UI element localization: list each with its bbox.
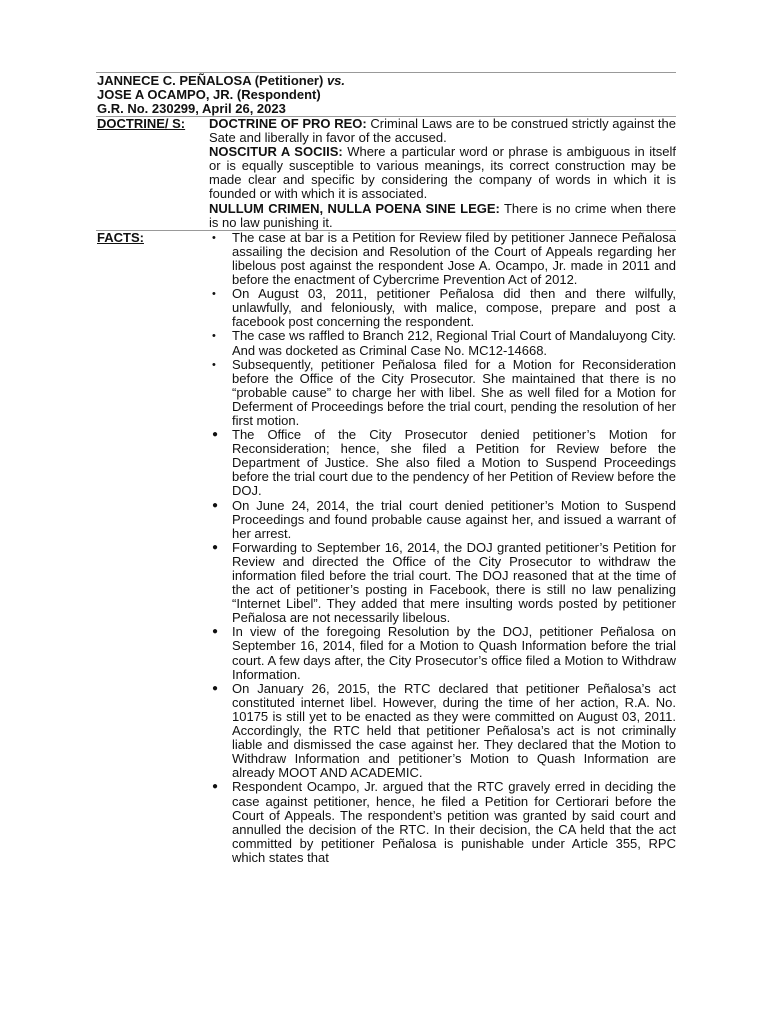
doctrine-item: NOSCITUR A SOCIIS: Where a particular word or phrase is ambiguous in itself or is equally susceptible to various meanings, its correct construction may be made clear and specific by considering the company of words in which it is founded or with which it is associated. <box>209 144 676 202</box>
bullet-icon: ● <box>212 682 219 694</box>
fact-item: • Subsequently, petitioner Peñalosa filed for a Motion for Reconsideration before the Office of the City Prosecutor. She maintained that there is no “probable cause” to charge her with libel. She as well filed for a Motion for Deferment of Proceedings before the trial court, pending the resolution of her first motion. <box>212 356 676 428</box>
case-parties-line1: JANNECE C. PEÑALOSA (Petitioner) vs. <box>97 73 346 88</box>
case-caption <box>96 73 676 116</box>
fact-item: • The case at bar is a Petition for Review filed by petitioner Jannece Peñalosa assailing the decision and Resolution of the Court of Appeals regarding her libelous post against the respondent Jose A. Ocampo, Jr. made in 2011 and before the enactment of Cybercrime Prevention Act of 2012. <box>212 229 676 288</box>
bullet-icon: ● <box>212 499 219 511</box>
fact-item: • On August 03, 2011, petitioner Peñalosa did then and there wilfully, unlawfully, and feloniously, with malice, compose, prepare and post a facebook post concerning the respondent. <box>212 286 676 330</box>
doctrines-body <box>209 117 676 231</box>
doctrines-row <box>96 117 676 231</box>
facts-label: FACTS: <box>96 230 209 865</box>
bullet-icon: • <box>212 288 216 301</box>
case-number: G.R. No. 230299, April 26, 2023 <box>97 101 286 116</box>
doctrine-item: DOCTRINE OF PRO REO: Criminal Laws are to be construed strictly against the Sate and liberally in favor of the accused. <box>209 116 676 146</box>
bullet-icon: • <box>212 231 216 244</box>
fact-item: ● Forwarding to September 16, 2014, the DOJ granted petitioner’s Petition for Review and directed the Office of the City Prosecutor to withdraw the information filed before the trial court. The DOJ reasoned that at the time of the act of petitioner’s posting in Facebook, there is still no law penalizing “Internet Libel”. They added that mere insulting words posted by petitioner Peñalosa are not necessarily libelous. <box>212 539 676 626</box>
fact-item: ● In view of the foregoing Resolution by the DOJ, petitioner Peñalosa on September 16, 2014, filed for a Motion to Quash Information before the trial court. A few days after, the City Prosecutor’s office filed a Motion to Withdraw Information. <box>212 624 676 682</box>
bullet-icon: ● <box>212 626 219 638</box>
bullet-icon: ● <box>212 781 219 793</box>
facts-body <box>209 230 676 865</box>
fact-item: ● On January 26, 2015, the RTC declared that petitioner Peñalosa’s act constituted internet libel. However, during the time of her action, R.A. No. 10175 is still yet to be enacted as they were committed on August 03, 2011. Accordingly, the RTC held that petitioner Peñalosa’s act is not criminally liable and dismissed the case against her. They declared that the Motion to Withdraw Information and petitioner’s Motion to Quash Information are already MOOT AND ACADEMIC. <box>212 680 676 781</box>
fact-item: ● The Office of the City Prosecutor denied petitioner’s Motion for Reconsideration; hence, she filed a Petition for Review before the Department of Justice. She also filed a Motion to Suspend Proceedings before the trial court due to the pendency of her Petition of Review before the DOJ. <box>212 427 676 499</box>
fact-item: • The case ws raffled to Branch 212, Regional Trial Court of Mandaluyong City. And was docketed as Criminal Case No. MC12-14668. <box>212 328 676 358</box>
bullet-icon: • <box>212 330 216 343</box>
bullet-icon: ● <box>212 541 219 553</box>
bullet-icon: ● <box>212 429 219 441</box>
doctrines-label: DOCTRINE/ S: <box>96 117 209 231</box>
digest-page <box>96 72 676 865</box>
case-parties-line2: JOSE A OCAMPO, JR. (Respondent) <box>97 87 321 102</box>
digest-table <box>96 116 676 865</box>
fact-item: ● On June 24, 2014, the trial court denied petitioner’s Motion to Suspend Proceedings and found probable cause against her, and issued a warrant of her arrest. <box>212 497 676 541</box>
facts-list <box>209 231 676 865</box>
doctrine-item: NULLUM CRIMEN, NULLA POENA SINE LEGE: There is no crime when there is no law punishing it. <box>209 200 677 230</box>
fact-item: ● Respondent Ocampo, Jr. argued that the RTC gravely erred in deciding the case against petitioner, hence, he filed a Petition for Certiorari before the Court of Appeals. The respondent’s petition was granted by said court and annulled the decision of the RTC. In their decision, the CA held that the act committed by petitioner Peñalosa is punishable under Article 355, RPC which states that <box>212 779 676 865</box>
facts-row <box>96 230 676 865</box>
bullet-icon: • <box>212 358 216 371</box>
